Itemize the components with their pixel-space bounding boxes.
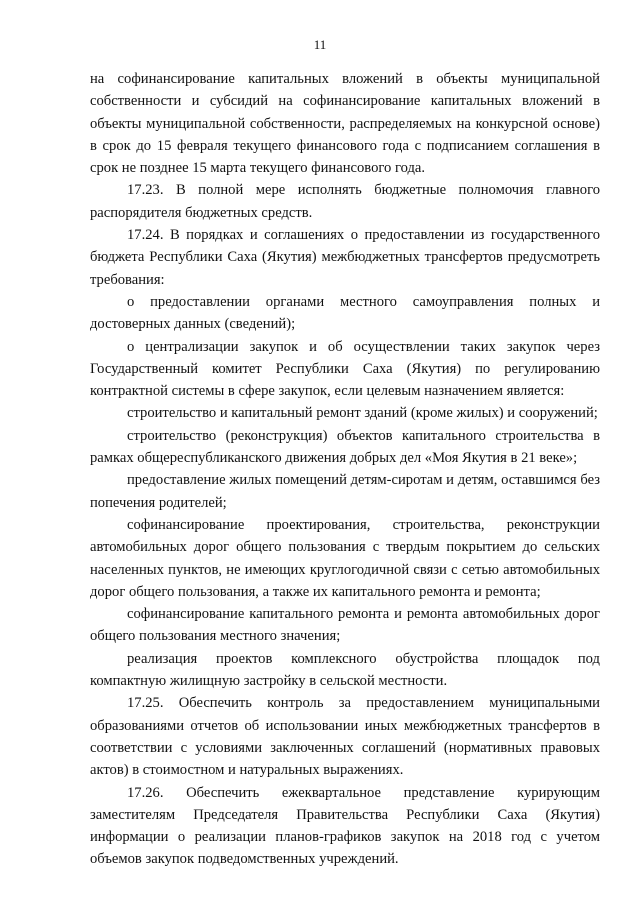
list-item-road-design: софинансирование проектирования, строительства, реконструкции автомобильных дорог общего пользования с твердым покрытием до сельских населенных пунктов, не имеющих круглогодичной связи с сетью автомобильных дорог общего пользования, а также их капитального ремонта и ремонта; [90, 516, 600, 600]
list-item-construction-repair: строительство и капитальный ремонт зданий (кроме жилых) и сооружений; [127, 405, 598, 422]
paragraph-17-23: 17.23. В полной мере исполнять бюджетные полномочия главного распорядителя бюджетных средств. [90, 182, 600, 221]
list-item-road-repair: софинансирование капитального ремонта и ремонта автомобильных дорог общего пользования местного значения; [90, 606, 600, 645]
list-item-data-provision: о предоставлении органами местного самоуправления полных и достоверных данных (сведений); [90, 293, 600, 333]
list-item-orphan-housing: предоставление жилых помещений детям-сиротам и детям, оставшимся без попечения родителей; [90, 472, 600, 511]
list-item-rural-housing-sites: реализация проектов комплексного обустройства площадок под компактную жилищную застройку в сельской местности. [90, 650, 600, 690]
page-number: 11 [313, 37, 327, 52]
paragraph-17-24: 17.24. В порядках и соглашениях о предоставлении из государственного бюджета Республики Саха (Якутия) межбюджетных трансфертов предусмотреть требования: [90, 227, 600, 288]
list-item-capital-construction: строительство (реконструкция) объектов капитального строительства в рамках общереспубликанского движения добрых дел «Моя Якутия в 21 веке»; [90, 427, 600, 467]
document-body [90, 68, 600, 871]
list-item-procurement-centralization: о централизации закупок и об осуществлении таких закупок через Государственный комитет Республики Саха (Якутия) по регулированию контрактной системы в сфере закупок, если целевым назначением является: [90, 338, 600, 400]
paragraph-17-26: 17.26. Обеспечить ежеквартальное представление курирующим заместителям Председателя Правительства Республики Саха (Якутия) информации о реализации планов-графиков закупок на 2018 год с учетом объемов закупок подведомственных учреждений. [90, 784, 600, 868]
paragraph-continuation: на софинансирование капитальных вложений в объекты муниципальной собственности и субсидий на софинансирование капитальных вложений в объекты муниципальной собственности, распределяемых на конкурсной основе) в срок до 15 февраля текущего финансового года с подписанием соглашения в срок не позднее 15 марта текущего финансового года. [90, 71, 600, 177]
paragraph-17-25: 17.25. Обеспечить контроль за предоставлением муниципальными образованиями отчетов об использовании иных межбюджетных трансфертов в соответствии с условиями заключенных соглашений (нормативных правовых актов) в стоимостном и натуральных выражениях. [90, 695, 600, 779]
